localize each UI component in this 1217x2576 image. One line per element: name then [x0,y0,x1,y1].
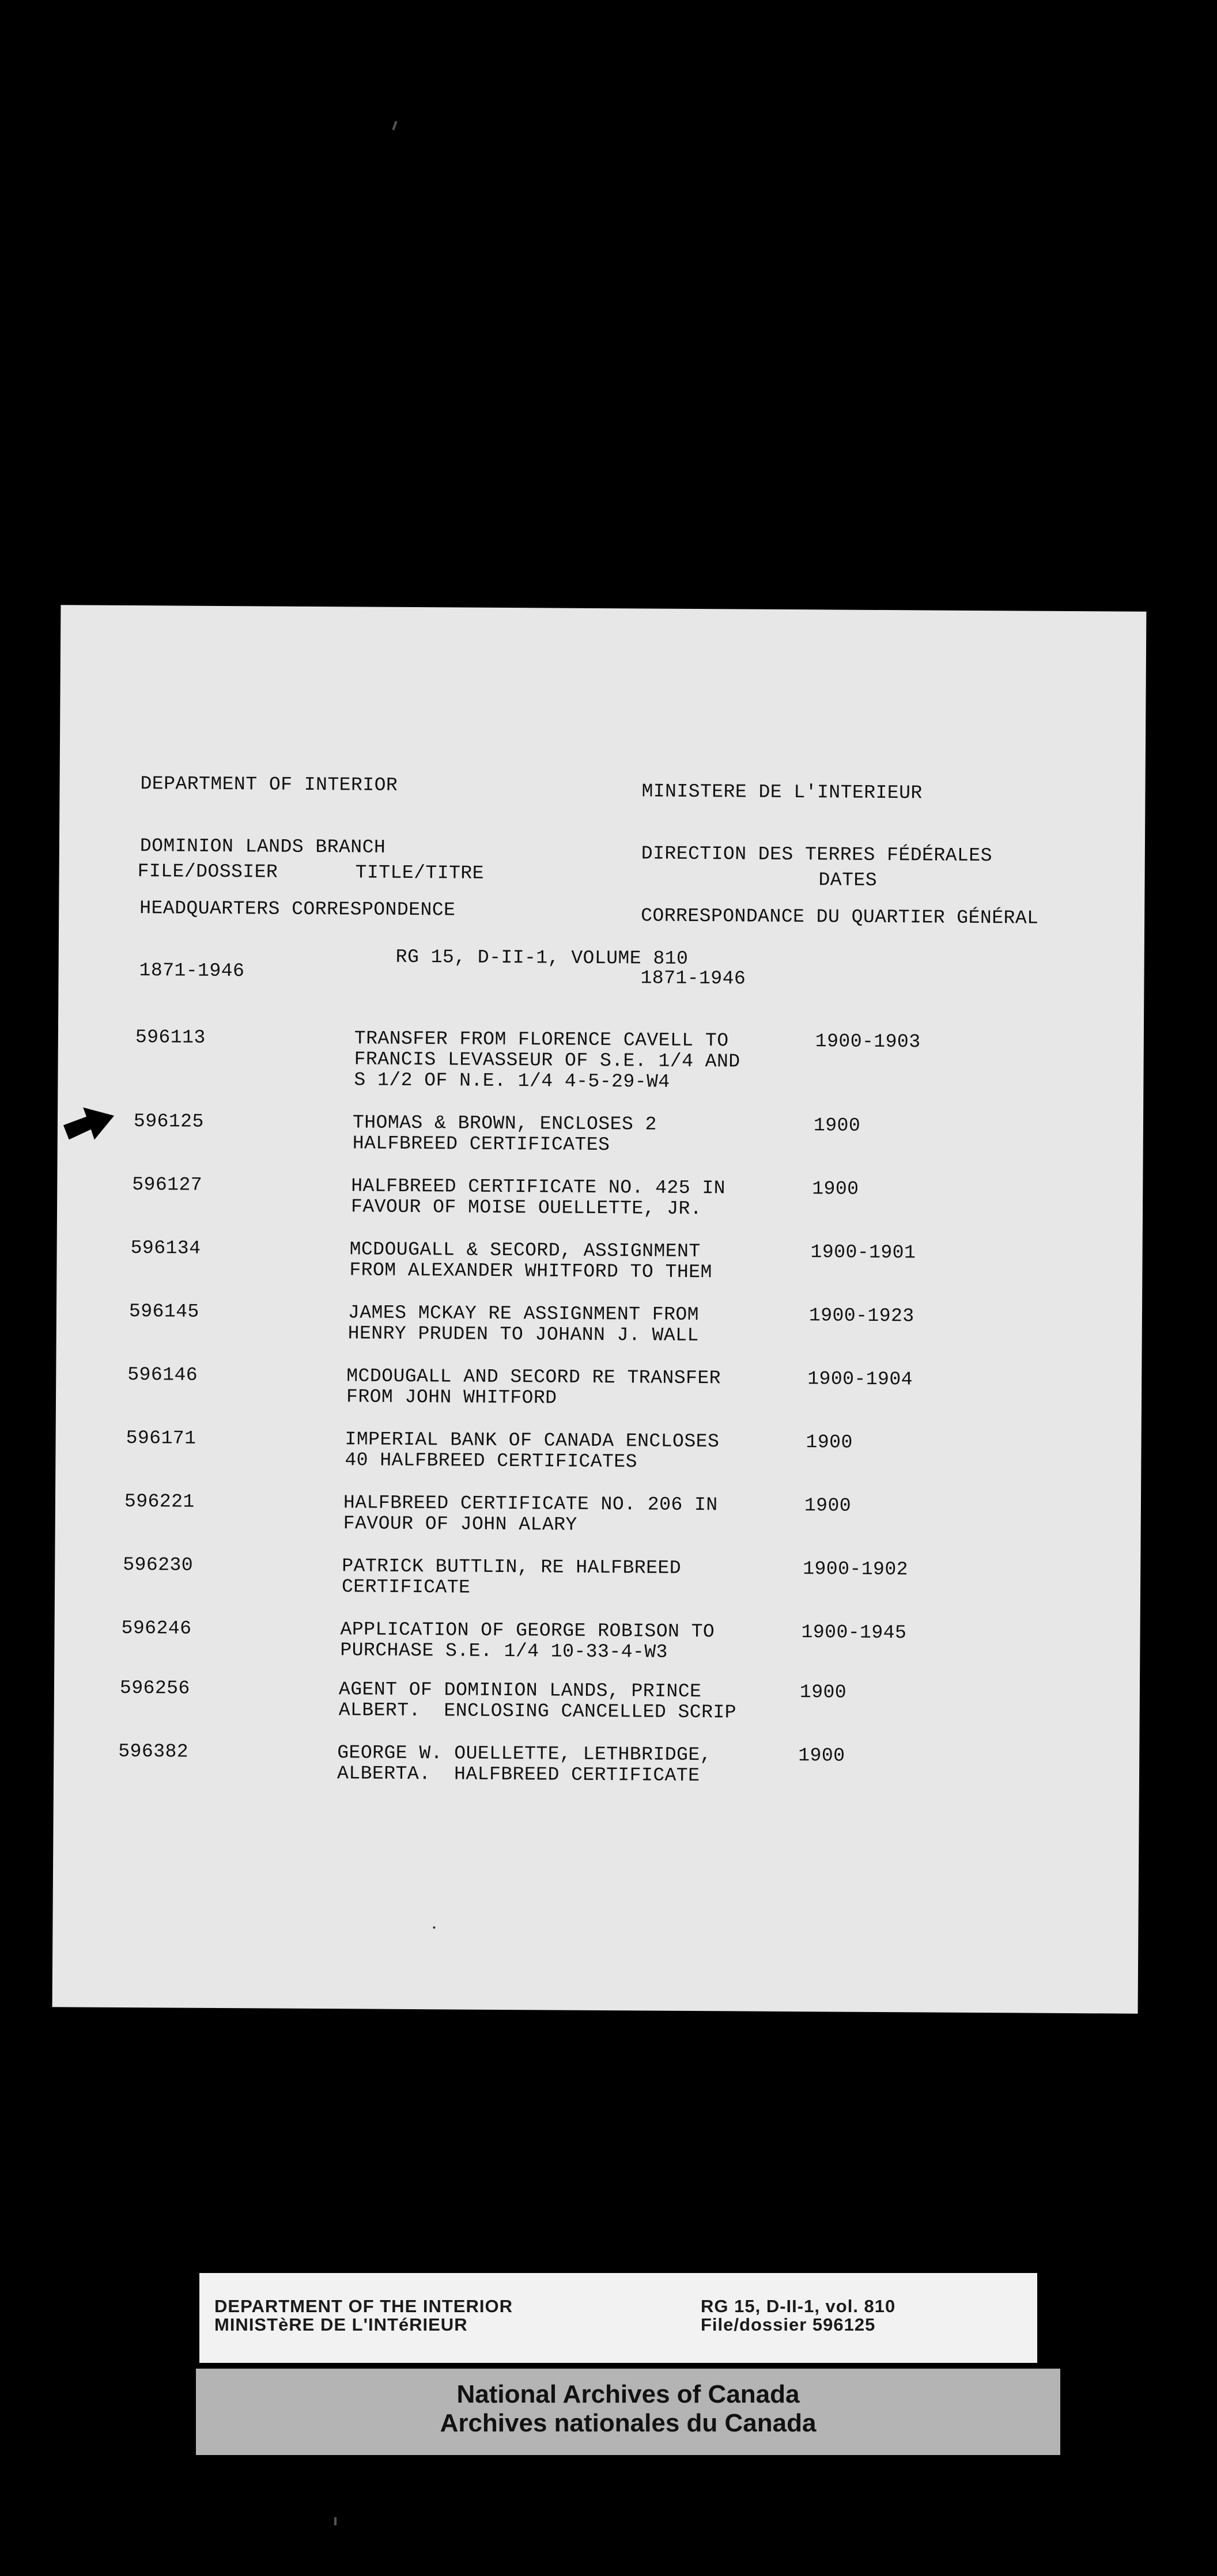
file-dates: 1900 [798,1745,845,1767]
table-row [118,1741,1098,1793]
file-dates: 1900 [806,1431,853,1453]
film-speck [334,2517,337,2525]
file-title: GEORGE W. OUELLETTE, LETHBRIDGE, ALBERTA. HALFBREED CERTIFICATE [337,1742,712,1787]
film-speck [392,121,397,130]
table-row [134,1111,1113,1163]
header-line: DIRECTION DES TERRES FÉDÉRALES [641,843,993,867]
file-number: 596230 [123,1554,194,1576]
pointer-arrow-icon [63,1099,115,1146]
file-number: 596134 [130,1237,201,1259]
header-line: DEPARTMENT OF INTERIOR [140,773,398,796]
header-line: MINISTERE DE L'INTERIEUR [641,781,923,804]
table-row [124,1491,1104,1543]
table-row [126,1428,1105,1480]
header-line: DOMINION LANDS BRANCH [139,835,386,858]
file-number: 596256 [119,1677,190,1699]
file-title: PATRICK BUTTLIN, RE HALFBREED CERTIFICATE [341,1555,682,1598]
document-page [52,605,1147,2013]
file-number: 596127 [132,1174,203,1196]
file-dates: 1900-1901 [810,1241,916,1264]
volume-reference: RG 15, D-II-1, VOLUME 810 [395,946,689,969]
header-line: HEADQUARTERS CORRESPONDENCE [139,897,456,921]
header-line: 1871-1946 [640,967,746,990]
header-line: CORRESPONDANCE DU QUARTIER GÉNÉRAL [641,905,1039,929]
column-header-title: TITLE/TITRE [355,862,485,884]
file-title: TRANSFER FROM FLORENCE CAVELL TO FRANCIS LEVASSEUR OF S.E. 1/4 AND S 1/2 OF N.E. 1/4 4-5-29-W4 [354,1028,740,1093]
table-row [132,1175,1112,1226]
table-row [121,1618,1101,1670]
file-number: 596125 [133,1111,204,1132]
file-number: 596113 [135,1026,206,1048]
file-title: AGENT OF DOMINION LANDS, PRINCE ALBERT. ENCLOSING CANCELLED SCRIP [338,1679,737,1723]
file-title: APPLICATION OF GEORGE ROBISON TO PURCHASE S.E. 1/4 10-33-4-W3 [340,1619,715,1663]
file-title: MCDOUGALL & SECORD, ASSIGNMENT FROM ALEXANDER WHITFORD TO THEM [349,1238,712,1283]
table-row [130,1238,1110,1290]
table-row [135,1026,1114,1093]
file-dates: 1900-1903 [815,1031,921,1053]
file-dates: 1900 [813,1115,861,1137]
table-row [120,1678,1099,1730]
archives-band [196,2369,1060,2455]
column-header-file: FILE/DOSSIER [137,861,278,883]
file-title: MCDOUGALL AND SECORD RE TRANSFER FROM JOHN WHITFORD [346,1365,721,1409]
table-row [127,1365,1107,1416]
file-number: 596246 [121,1617,192,1639]
file-dates: 1900-1945 [801,1622,907,1644]
file-number: 596382 [118,1740,189,1763]
file-title: JAMES MCKAY RE ASSIGNMENT FROM HENRY PRUDEN TO JOHANN J. WALL [347,1302,700,1347]
file-dates: 1900 [799,1681,847,1703]
file-title: IMPERIAL BANK OF CANADA ENCLOSES 40 HALFBREED CERTIFICATES [345,1429,720,1473]
archives-name-french: Archives nationales du Canada [440,2409,817,2437]
file-dates: 1900-1923 [808,1305,914,1327]
file-title: HALFBREED CERTIFICATE NO. 206 IN FAVOUR OF JOHN ALARY [343,1492,718,1536]
file-number: 596221 [124,1490,195,1513]
column-header-dates: DATES [818,869,878,891]
file-number: 596145 [128,1301,199,1323]
microfilm-target-label [199,2273,1037,2363]
header-line: 1871-1946 [139,960,245,982]
table-row [123,1555,1102,1607]
file-title: HALFBREED CERTIFICATE NO. 425 IN FAVOUR OF MOISE OUELLETTE, JR. [350,1175,726,1220]
table-row [129,1301,1109,1353]
file-number: 596146 [127,1364,198,1386]
archives-name-english: National Archives of Canada [456,2380,800,2408]
label-department: DEPARTMENT OF THE INTERIOR MINISTèRE DE L'INTéRIEUR [214,2296,513,2335]
paper-speck [433,1926,435,1929]
file-dates: 1900-1904 [807,1368,913,1391]
file-number: 596171 [126,1427,196,1449]
file-title: THOMAS & BROWN, ENCLOSES 2 HALFBREED CERTIFICATES [352,1112,657,1156]
file-dates: 1900 [812,1178,859,1200]
file-dates: 1900 [804,1495,852,1517]
file-dates: 1900-1902 [803,1558,909,1581]
label-reference: RG 15, D-II-1, vol. 810 File/dossier 596125 [701,2296,896,2335]
